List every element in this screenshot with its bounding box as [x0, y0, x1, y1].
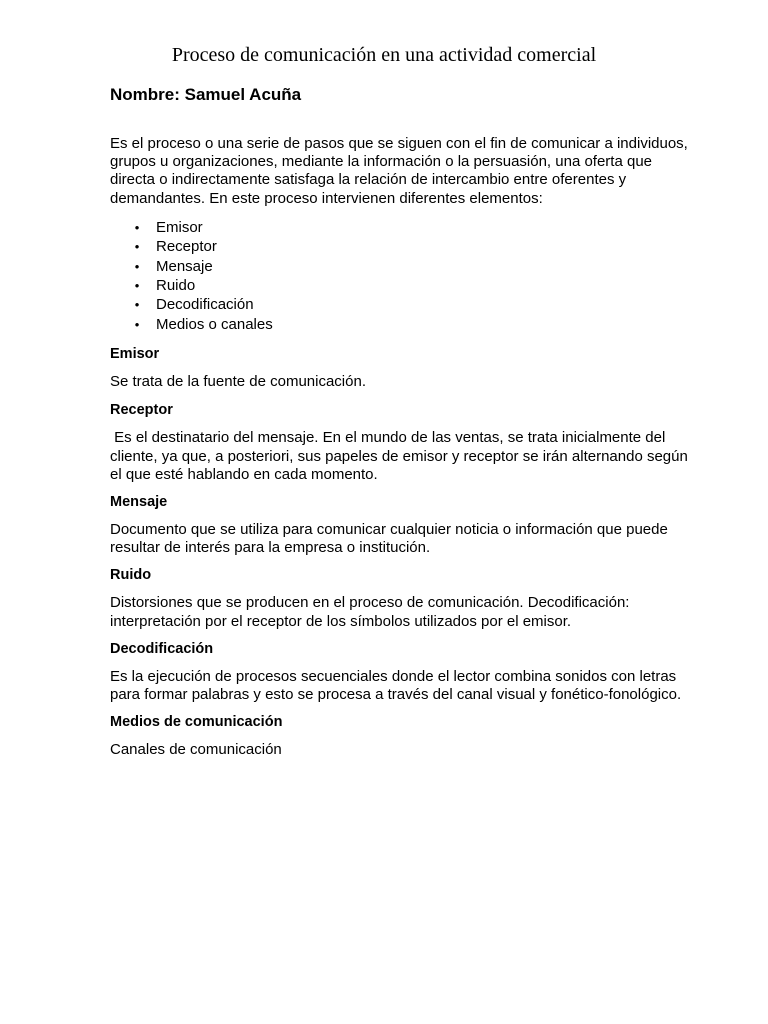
section-mensaje [110, 493, 690, 557]
bullet-icon: • [134, 239, 140, 255]
bullet-icon: • [134, 297, 140, 313]
section-heading: Decodificación [110, 640, 214, 657]
section-text: Es el destinatario del mensaje. En el mundo de las ventas, se trata inicialmente del cliente, ya que, a posteriori, sus papeles de emisor y receptor se irán alternando según el que esté hablando en cada momento. [110, 429, 693, 483]
list-item-label: Mensaje [156, 257, 213, 275]
document-body [110, 84, 693, 759]
list-item [110, 315, 690, 334]
author-name: Nombre: Samuel Acuña [110, 85, 302, 104]
bullet-icon: • [134, 278, 140, 294]
list-item [110, 257, 690, 276]
list-item-label: Ruido [156, 277, 196, 295]
section-ruido [110, 566, 690, 630]
list-item [110, 295, 690, 314]
bullet-icon: • [134, 258, 140, 274]
section-text: Es la ejecución de procesos secuenciales donde el lector combina sonidos con letras para formar palabras y esto se procesa a través del canal visual y fonético-fonológico. [110, 667, 682, 704]
list-item-label: Emisor [156, 218, 203, 236]
section-text: Canales de comunicación [110, 741, 282, 759]
document-title: Proceso de comunicación en una actividad comercial [171, 44, 597, 66]
list-item [110, 218, 690, 237]
section-text: Documento que se utiliza para comunicar cualquier noticia o información que puede resultar de interés para la empresa o institución. [110, 521, 668, 557]
list-item [110, 237, 690, 256]
section-heading: Emisor [110, 346, 160, 363]
section-heading: Mensaje [110, 494, 168, 511]
list-item [110, 276, 690, 295]
section-heading: Medios de comunicación [110, 714, 283, 731]
list-item-label: Medios o canales [156, 315, 273, 333]
bullet-icon: • [134, 219, 140, 235]
intro-paragraph: Es el proceso o una serie de pasos que se siguen con el fin de comunicar a individuos, grupos u organizaciones, mediante la información o la persuasión, una oferta que directa o indirectamente satisfaga la relación de intercambio entre oferentes y demandantes. En este proceso intervienen diferentes elementos: [110, 135, 688, 207]
section-heading: Ruido [110, 567, 152, 584]
bullet-icon: • [134, 316, 140, 332]
elements-list [110, 218, 690, 334]
section-receptor [110, 401, 693, 484]
section-heading: Receptor [110, 402, 173, 419]
list-item-label: Decodificación [156, 296, 254, 314]
section-emisor [110, 345, 690, 391]
section-text: Se trata de la fuente de comunicación. [110, 373, 366, 391]
section-decodificacion [110, 640, 690, 704]
section-text: Distorsiones que se producen en el proceso de comunicación. Decodificación: interpretación por el receptor de los símbolos utilizados por el emisor. [110, 594, 630, 630]
section-medios-de-comunicacion [110, 713, 690, 759]
list-item-label: Receptor [156, 238, 217, 256]
